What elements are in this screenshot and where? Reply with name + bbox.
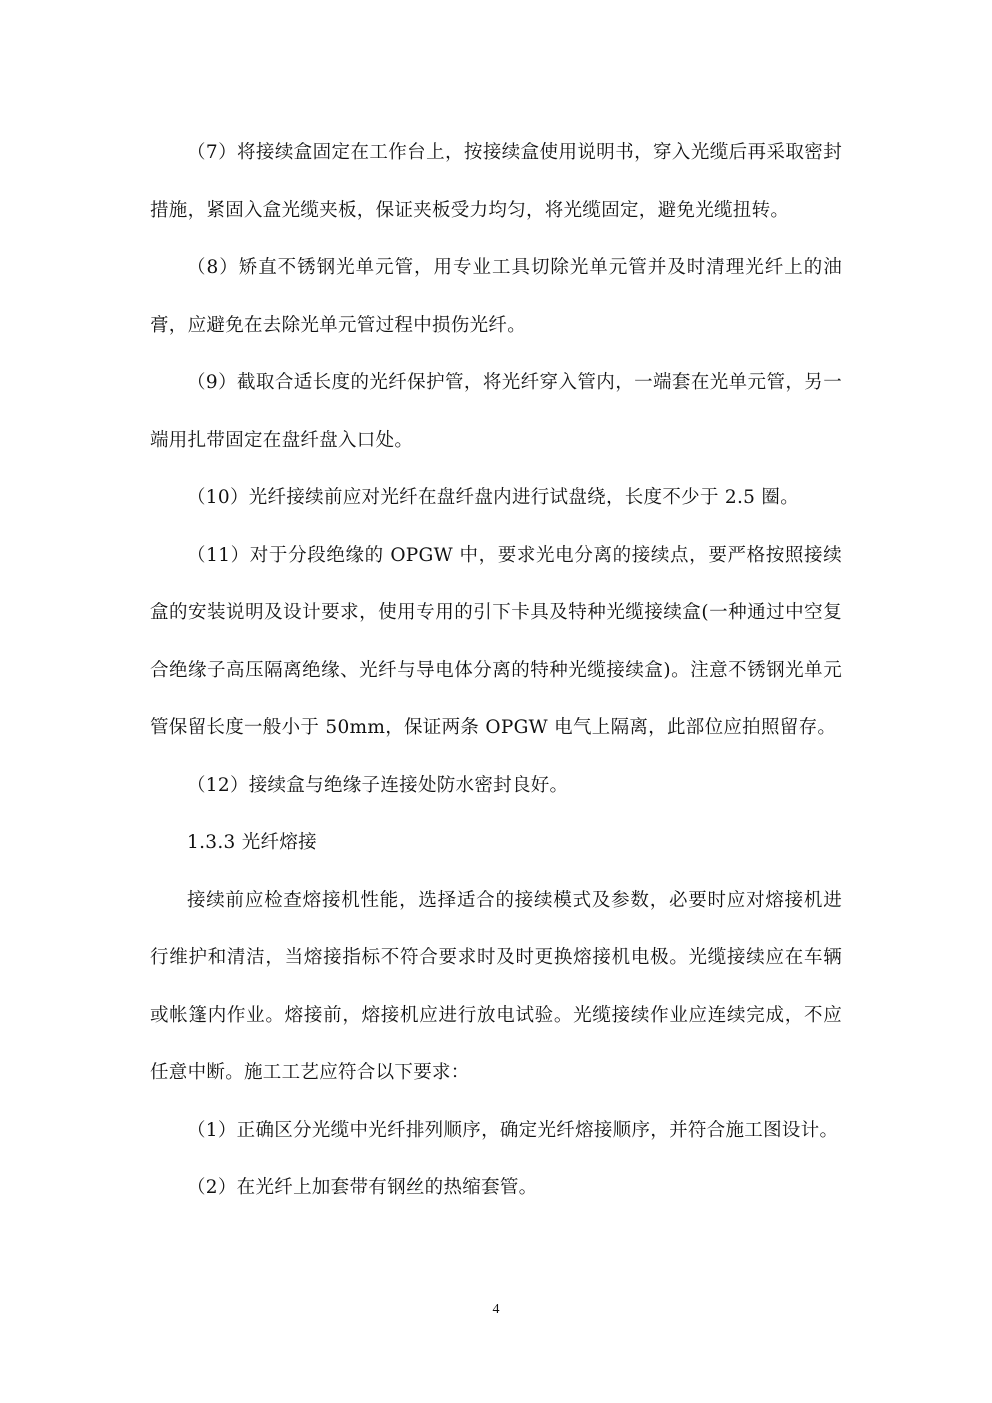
paragraph-item-9: （9）截取合适长度的光纤保护管，将光纤穿入管内，一端套在光单元管，另一端用扎带固定在盘纤盘入口处。	[150, 372, 842, 451]
page-body	[150, 124, 842, 1217]
page-number: 4	[492, 1302, 500, 1317]
paragraph-item-8: （8）矫直不锈钢光单元管，用专业工具切除光单元管并及时清理光纤上的油膏，应避免在去除光单元管过程中损伤光纤。	[150, 257, 842, 336]
paragraph-item-12: （12）接续盒与绝缘子连接处防水密封良好。	[187, 774, 569, 796]
section-intro-paragraph: 接续前应检查熔接机性能，选择适合的接续模式及参数，必要时应对熔接机进行维护和清洁，当熔接指标不符合要求时及时更换熔接机电极。光缆接续应在车辆或帐篷内作业。熔接前，熔接机应进行放电试验。光缆接续作业应连续完成，不应任意中断。施工工艺应符合以下要求：	[150, 889, 842, 1083]
section-item-1: （1）正确区分光缆中光纤排列顺序，确定光纤熔接顺序，并符合施工图设计。	[187, 1119, 839, 1141]
paragraph-item-11: （11）对于分段绝缘的 OPGW 中，要求光电分离的接续点，要严格按照接续盒的安装说明及设计要求，使用专用的引下卡具及特种光缆接续盒(一种通过中空复合绝缘子高压隔离绝缘、光纤与导电体分离的特种光缆接续盒)。注意不锈钢光单元管保留长度一般小于 50mm，保证两条 OPGW 电气上隔离，此部位应拍照留存。	[150, 544, 842, 738]
paragraph-item-10: （10）光纤接续前应对光纤在盘纤盘内进行试盘绕，长度不少于 2.5 圈。	[187, 487, 800, 508]
paragraph-item-7: （7）将接续盒固定在工作台上，按接续盒使用说明书，穿入光缆后再采取密封措施，紧固入盒光缆夹板，保证夹板受力均匀，将光缆固定，避免光缆扭转。	[150, 142, 842, 221]
section-heading: 1.3.3 光纤熔接	[187, 832, 317, 853]
section-item-2: （2）在光纤上加套带有钢丝的热缩套管。	[187, 1177, 538, 1198]
